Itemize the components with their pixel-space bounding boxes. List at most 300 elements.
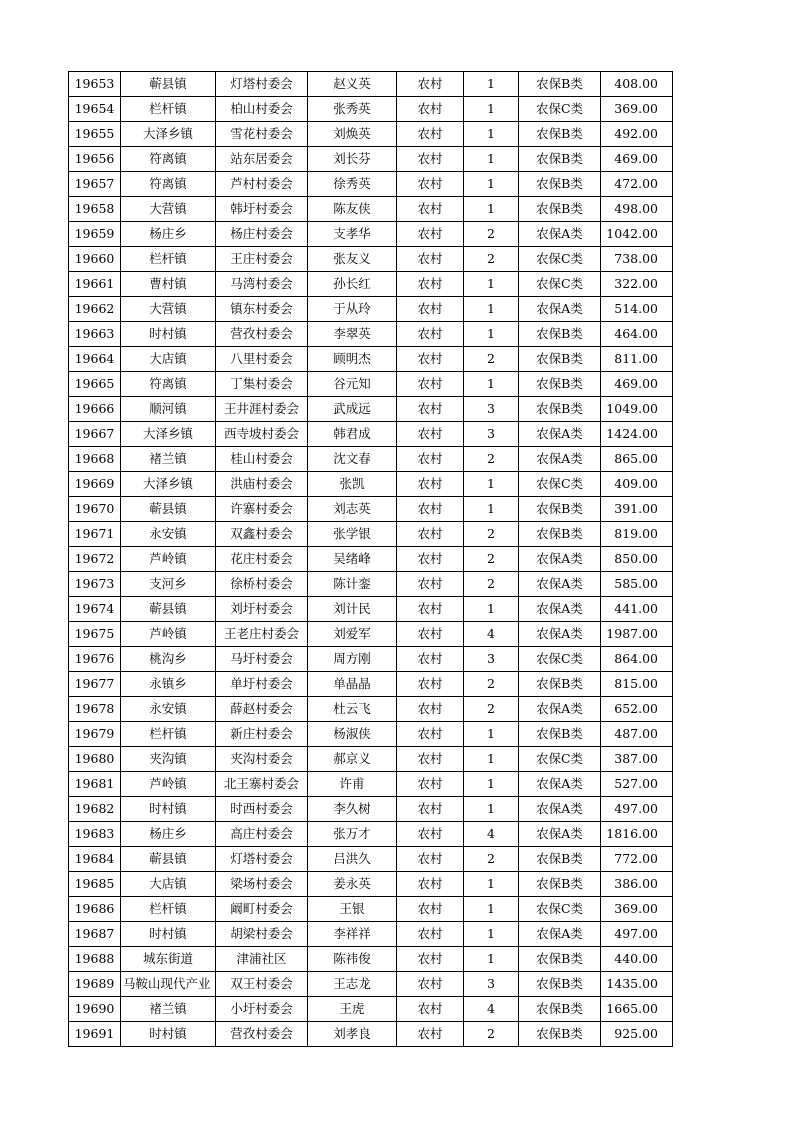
town-cell: 芦岭镇 <box>121 772 216 797</box>
household-size-cell: 1 <box>464 472 519 497</box>
table-row <box>69 447 673 472</box>
town-cell: 永安镇 <box>121 697 216 722</box>
insurance-class-cell: 农保B类 <box>519 972 601 997</box>
area-type-cell: 农村 <box>397 472 464 497</box>
household-size-cell: 2 <box>464 1022 519 1047</box>
name-cell: 王虎 <box>308 997 397 1022</box>
area-type-cell: 农村 <box>397 572 464 597</box>
area-type-cell: 农村 <box>397 147 464 172</box>
record-id-cell: 19689 <box>69 972 121 997</box>
village-committee-cell: 夹沟村委会 <box>216 747 308 772</box>
area-type-cell: 农村 <box>397 597 464 622</box>
amount-cell: 469.00 <box>601 372 673 397</box>
record-id-cell: 19661 <box>69 272 121 297</box>
town-cell: 褚兰镇 <box>121 997 216 1022</box>
name-cell: 刘孝良 <box>308 1022 397 1047</box>
amount-cell: 738.00 <box>601 247 673 272</box>
name-cell: 刘长芬 <box>308 147 397 172</box>
name-cell: 刘焕英 <box>308 122 397 147</box>
record-id-cell: 19691 <box>69 1022 121 1047</box>
table-body <box>69 72 673 1047</box>
area-type-cell: 农村 <box>397 847 464 872</box>
area-type-cell: 农村 <box>397 697 464 722</box>
household-size-cell: 4 <box>464 622 519 647</box>
village-committee-cell: 马湾村委会 <box>216 272 308 297</box>
table-row <box>69 997 673 1022</box>
town-cell: 大营镇 <box>121 297 216 322</box>
household-size-cell: 2 <box>464 572 519 597</box>
table-row <box>69 722 673 747</box>
record-id-cell: 19672 <box>69 547 121 572</box>
area-type-cell: 农村 <box>397 347 464 372</box>
record-id-cell: 19686 <box>69 897 121 922</box>
village-committee-cell: 津浦社区 <box>216 947 308 972</box>
name-cell: 武成远 <box>308 397 397 422</box>
town-cell: 支河乡 <box>121 572 216 597</box>
table-row <box>69 72 673 97</box>
household-size-cell: 2 <box>464 672 519 697</box>
amount-cell: 387.00 <box>601 747 673 772</box>
area-type-cell: 农村 <box>397 1022 464 1047</box>
area-type-cell: 农村 <box>397 972 464 997</box>
amount-cell: 865.00 <box>601 447 673 472</box>
household-size-cell: 1 <box>464 722 519 747</box>
table-row <box>69 1022 673 1047</box>
amount-cell: 464.00 <box>601 322 673 347</box>
record-id-cell: 19656 <box>69 147 121 172</box>
insurance-class-cell: 农保B类 <box>519 147 601 172</box>
record-id-cell: 19670 <box>69 497 121 522</box>
household-size-cell: 2 <box>464 847 519 872</box>
record-id-cell: 19687 <box>69 922 121 947</box>
name-cell: 李久树 <box>308 797 397 822</box>
insurance-class-cell: 农保C类 <box>519 472 601 497</box>
area-type-cell: 农村 <box>397 672 464 697</box>
insurance-class-cell: 农保B类 <box>519 872 601 897</box>
record-id-cell: 19684 <box>69 847 121 872</box>
table-row <box>69 622 673 647</box>
insurance-class-cell: 农保B类 <box>519 997 601 1022</box>
table-row <box>69 547 673 572</box>
village-committee-cell: 马圩村委会 <box>216 647 308 672</box>
town-cell: 栏杆镇 <box>121 897 216 922</box>
village-committee-cell: 徐桥村委会 <box>216 572 308 597</box>
area-type-cell: 农村 <box>397 522 464 547</box>
household-size-cell: 1 <box>464 147 519 172</box>
name-cell: 李祥祥 <box>308 922 397 947</box>
record-id-cell: 19662 <box>69 297 121 322</box>
village-committee-cell: 站东居委会 <box>216 147 308 172</box>
household-size-cell: 3 <box>464 422 519 447</box>
area-type-cell: 农村 <box>397 422 464 447</box>
insurance-class-cell: 农保B类 <box>519 522 601 547</box>
household-size-cell: 2 <box>464 522 519 547</box>
name-cell: 陈祎俊 <box>308 947 397 972</box>
table-row <box>69 372 673 397</box>
record-id-cell: 19658 <box>69 197 121 222</box>
name-cell: 张学银 <box>308 522 397 547</box>
village-committee-cell: 时西村委会 <box>216 797 308 822</box>
town-cell: 蕲县镇 <box>121 72 216 97</box>
household-size-cell: 2 <box>464 247 519 272</box>
record-id-cell: 19688 <box>69 947 121 972</box>
area-type-cell: 农村 <box>397 322 464 347</box>
town-cell: 栏杆镇 <box>121 97 216 122</box>
household-size-cell: 2 <box>464 447 519 472</box>
household-size-cell: 1 <box>464 797 519 822</box>
household-size-cell: 3 <box>464 972 519 997</box>
village-committee-cell: 阚町村委会 <box>216 897 308 922</box>
town-cell: 桃沟乡 <box>121 647 216 672</box>
village-committee-cell: 灯塔村委会 <box>216 847 308 872</box>
area-type-cell: 农村 <box>397 547 464 572</box>
name-cell: 张友义 <box>308 247 397 272</box>
area-type-cell: 农村 <box>397 397 464 422</box>
amount-cell: 386.00 <box>601 872 673 897</box>
amount-cell: 864.00 <box>601 647 673 672</box>
name-cell: 刘爱军 <box>308 622 397 647</box>
area-type-cell: 农村 <box>397 172 464 197</box>
amount-cell: 1424.00 <box>601 422 673 447</box>
table-row <box>69 347 673 372</box>
name-cell: 韩君成 <box>308 422 397 447</box>
village-committee-cell: 王老庄村委会 <box>216 622 308 647</box>
table-row <box>69 897 673 922</box>
area-type-cell: 农村 <box>397 272 464 297</box>
amount-cell: 1042.00 <box>601 222 673 247</box>
household-size-cell: 3 <box>464 647 519 672</box>
household-size-cell: 2 <box>464 347 519 372</box>
name-cell: 张秀英 <box>308 97 397 122</box>
household-size-cell: 2 <box>464 222 519 247</box>
town-cell: 褚兰镇 <box>121 447 216 472</box>
record-id-cell: 19668 <box>69 447 121 472</box>
name-cell: 郝京义 <box>308 747 397 772</box>
name-cell: 李翠英 <box>308 322 397 347</box>
household-size-cell: 4 <box>464 997 519 1022</box>
record-id-cell: 19660 <box>69 247 121 272</box>
area-type-cell: 农村 <box>397 897 464 922</box>
town-cell: 时村镇 <box>121 1022 216 1047</box>
insurance-class-cell: 农保A类 <box>519 922 601 947</box>
village-committee-cell: 单圩村委会 <box>216 672 308 697</box>
insurance-class-cell: 农保A类 <box>519 297 601 322</box>
name-cell: 吕洪久 <box>308 847 397 872</box>
amount-cell: 498.00 <box>601 197 673 222</box>
town-cell: 城东街道 <box>121 947 216 972</box>
record-id-cell: 19667 <box>69 422 121 447</box>
town-cell: 顺河镇 <box>121 397 216 422</box>
table-row <box>69 672 673 697</box>
insurance-class-cell: 农保C类 <box>519 647 601 672</box>
area-type-cell: 农村 <box>397 447 464 472</box>
village-committee-cell: 营孜村委会 <box>216 1022 308 1047</box>
town-cell: 永安镇 <box>121 522 216 547</box>
village-committee-cell: 梁场村委会 <box>216 872 308 897</box>
town-cell: 栏杆镇 <box>121 247 216 272</box>
household-size-cell: 1 <box>464 872 519 897</box>
amount-cell: 652.00 <box>601 697 673 722</box>
town-cell: 时村镇 <box>121 922 216 947</box>
record-id-cell: 19678 <box>69 697 121 722</box>
area-type-cell: 农村 <box>397 622 464 647</box>
household-size-cell: 3 <box>464 397 519 422</box>
town-cell: 符离镇 <box>121 172 216 197</box>
amount-cell: 1816.00 <box>601 822 673 847</box>
area-type-cell: 农村 <box>397 197 464 222</box>
area-type-cell: 农村 <box>397 722 464 747</box>
insurance-class-cell: 农保B类 <box>519 397 601 422</box>
amount-cell: 815.00 <box>601 672 673 697</box>
table-row <box>69 922 673 947</box>
area-type-cell: 农村 <box>397 647 464 672</box>
household-size-cell: 1 <box>464 97 519 122</box>
insurance-class-cell: 农保A类 <box>519 697 601 722</box>
name-cell: 于从玲 <box>308 297 397 322</box>
area-type-cell: 农村 <box>397 947 464 972</box>
village-committee-cell: 洪庙村委会 <box>216 472 308 497</box>
town-cell: 芦岭镇 <box>121 622 216 647</box>
amount-cell: 1665.00 <box>601 997 673 1022</box>
village-committee-cell: 杨庄村委会 <box>216 222 308 247</box>
amount-cell: 492.00 <box>601 122 673 147</box>
household-size-cell: 1 <box>464 772 519 797</box>
insurance-class-cell: 农保C类 <box>519 247 601 272</box>
town-cell: 时村镇 <box>121 322 216 347</box>
table-row <box>69 247 673 272</box>
table-row <box>69 297 673 322</box>
table-row <box>69 522 673 547</box>
village-committee-cell: 营孜村委会 <box>216 322 308 347</box>
household-size-cell: 1 <box>464 922 519 947</box>
amount-cell: 408.00 <box>601 72 673 97</box>
table-row <box>69 472 673 497</box>
household-size-cell: 1 <box>464 497 519 522</box>
table-row <box>69 122 673 147</box>
village-committee-cell: 王井涯村委会 <box>216 397 308 422</box>
area-type-cell: 农村 <box>397 222 464 247</box>
table-row <box>69 147 673 172</box>
name-cell: 刘计民 <box>308 597 397 622</box>
table-row <box>69 972 673 997</box>
town-cell: 符离镇 <box>121 147 216 172</box>
insurance-class-cell: 农保B类 <box>519 72 601 97</box>
area-type-cell: 农村 <box>397 72 464 97</box>
record-id-cell: 19682 <box>69 797 121 822</box>
household-size-cell: 1 <box>464 172 519 197</box>
insurance-class-cell: 农保A类 <box>519 222 601 247</box>
amount-cell: 409.00 <box>601 472 673 497</box>
area-type-cell: 农村 <box>397 872 464 897</box>
town-cell: 大泽乡镇 <box>121 472 216 497</box>
name-cell: 沈文春 <box>308 447 397 472</box>
household-size-cell: 1 <box>464 72 519 97</box>
insurance-class-cell: 农保A类 <box>519 572 601 597</box>
town-cell: 大泽乡镇 <box>121 122 216 147</box>
table-row <box>69 872 673 897</box>
record-id-cell: 19653 <box>69 72 121 97</box>
village-committee-cell: 雪花村委会 <box>216 122 308 147</box>
village-committee-cell: 镇东村委会 <box>216 297 308 322</box>
town-cell: 杨庄乡 <box>121 822 216 847</box>
amount-cell: 819.00 <box>601 522 673 547</box>
town-cell: 大店镇 <box>121 347 216 372</box>
town-cell: 蕲县镇 <box>121 597 216 622</box>
record-id-cell: 19665 <box>69 372 121 397</box>
table-row <box>69 497 673 522</box>
amount-cell: 369.00 <box>601 97 673 122</box>
record-id-cell: 19666 <box>69 397 121 422</box>
household-size-cell: 1 <box>464 272 519 297</box>
name-cell: 许甫 <box>308 772 397 797</box>
record-id-cell: 19680 <box>69 747 121 772</box>
name-cell: 王银 <box>308 897 397 922</box>
amount-cell: 391.00 <box>601 497 673 522</box>
insurance-class-cell: 农保C类 <box>519 747 601 772</box>
name-cell: 赵义英 <box>308 72 397 97</box>
insurance-class-cell: 农保B类 <box>519 497 601 522</box>
village-committee-cell: 许寨村委会 <box>216 497 308 522</box>
record-id-cell: 19681 <box>69 772 121 797</box>
table-row <box>69 222 673 247</box>
record-id-cell: 19683 <box>69 822 121 847</box>
insurance-class-cell: 农保B类 <box>519 722 601 747</box>
household-size-cell: 1 <box>464 747 519 772</box>
name-cell: 王志龙 <box>308 972 397 997</box>
name-cell: 陈友侠 <box>308 197 397 222</box>
town-cell: 马鞍山现代产业 <box>121 972 216 997</box>
town-cell: 符离镇 <box>121 372 216 397</box>
amount-cell: 497.00 <box>601 797 673 822</box>
town-cell: 栏杆镇 <box>121 722 216 747</box>
area-type-cell: 农村 <box>397 372 464 397</box>
table-row <box>69 322 673 347</box>
insurance-class-cell: 农保B类 <box>519 847 601 872</box>
record-id-cell: 19675 <box>69 622 121 647</box>
table-row <box>69 97 673 122</box>
name-cell: 张凯 <box>308 472 397 497</box>
name-cell: 陈计銮 <box>308 572 397 597</box>
table-row <box>69 172 673 197</box>
insurance-class-cell: 农保A类 <box>519 772 601 797</box>
insurance-class-cell: 农保B类 <box>519 197 601 222</box>
insurance-class-cell: 农保C类 <box>519 97 601 122</box>
household-size-cell: 1 <box>464 122 519 147</box>
insurance-class-cell: 农保B类 <box>519 122 601 147</box>
household-size-cell: 1 <box>464 372 519 397</box>
household-size-cell: 1 <box>464 322 519 347</box>
record-id-cell: 19654 <box>69 97 121 122</box>
insurance-class-cell: 农保B类 <box>519 347 601 372</box>
town-cell: 时村镇 <box>121 797 216 822</box>
name-cell: 顾明杰 <box>308 347 397 372</box>
name-cell: 杜云飞 <box>308 697 397 722</box>
town-cell: 芦岭镇 <box>121 547 216 572</box>
household-size-cell: 4 <box>464 822 519 847</box>
amount-cell: 472.00 <box>601 172 673 197</box>
insurance-class-cell: 农保B类 <box>519 372 601 397</box>
town-cell: 大店镇 <box>121 872 216 897</box>
household-table <box>68 71 673 1047</box>
amount-cell: 514.00 <box>601 297 673 322</box>
table-row <box>69 272 673 297</box>
area-type-cell: 农村 <box>397 772 464 797</box>
village-committee-cell: 花庄村委会 <box>216 547 308 572</box>
amount-cell: 925.00 <box>601 1022 673 1047</box>
household-size-cell: 1 <box>464 897 519 922</box>
amount-cell: 527.00 <box>601 772 673 797</box>
village-committee-cell: 北王寨村委会 <box>216 772 308 797</box>
village-committee-cell: 柏山村委会 <box>216 97 308 122</box>
record-id-cell: 19657 <box>69 172 121 197</box>
table-row <box>69 822 673 847</box>
village-committee-cell: 胡梁村委会 <box>216 922 308 947</box>
record-id-cell: 19655 <box>69 122 121 147</box>
town-cell: 夹沟镇 <box>121 747 216 772</box>
insurance-class-cell: 农保A类 <box>519 422 601 447</box>
table-row <box>69 397 673 422</box>
record-id-cell: 19669 <box>69 472 121 497</box>
amount-cell: 322.00 <box>601 272 673 297</box>
table-row <box>69 947 673 972</box>
table-row <box>69 422 673 447</box>
village-committee-cell: 双王村委会 <box>216 972 308 997</box>
insurance-class-cell: 农保A类 <box>519 822 601 847</box>
insurance-class-cell: 农保A类 <box>519 797 601 822</box>
name-cell: 孙长红 <box>308 272 397 297</box>
name-cell: 姜永英 <box>308 872 397 897</box>
record-id-cell: 19685 <box>69 872 121 897</box>
name-cell: 徐秀英 <box>308 172 397 197</box>
table-row <box>69 697 673 722</box>
insurance-class-cell: 农保B类 <box>519 172 601 197</box>
household-size-cell: 1 <box>464 197 519 222</box>
area-type-cell: 农村 <box>397 997 464 1022</box>
amount-cell: 440.00 <box>601 947 673 972</box>
record-id-cell: 19679 <box>69 722 121 747</box>
record-id-cell: 19690 <box>69 997 121 1022</box>
amount-cell: 487.00 <box>601 722 673 747</box>
area-type-cell: 农村 <box>397 797 464 822</box>
name-cell: 支孝华 <box>308 222 397 247</box>
household-size-cell: 1 <box>464 297 519 322</box>
record-id-cell: 19663 <box>69 322 121 347</box>
area-type-cell: 农村 <box>397 122 464 147</box>
record-id-cell: 19659 <box>69 222 121 247</box>
amount-cell: 1435.00 <box>601 972 673 997</box>
amount-cell: 497.00 <box>601 922 673 947</box>
insurance-class-cell: 农保A类 <box>519 447 601 472</box>
town-cell: 永镇乡 <box>121 672 216 697</box>
area-type-cell: 农村 <box>397 247 464 272</box>
amount-cell: 369.00 <box>601 897 673 922</box>
town-cell: 杨庄乡 <box>121 222 216 247</box>
village-committee-cell: 八里村委会 <box>216 347 308 372</box>
village-committee-cell: 西寺坡村委会 <box>216 422 308 447</box>
record-id-cell: 19673 <box>69 572 121 597</box>
household-size-cell: 2 <box>464 697 519 722</box>
area-type-cell: 农村 <box>397 822 464 847</box>
table-row <box>69 772 673 797</box>
amount-cell: 850.00 <box>601 547 673 572</box>
record-id-cell: 19677 <box>69 672 121 697</box>
area-type-cell: 农村 <box>397 297 464 322</box>
insurance-class-cell: 农保A类 <box>519 597 601 622</box>
insurance-class-cell: 农保C类 <box>519 272 601 297</box>
town-cell: 蕲县镇 <box>121 847 216 872</box>
village-committee-cell: 小圩村委会 <box>216 997 308 1022</box>
record-id-cell: 19674 <box>69 597 121 622</box>
